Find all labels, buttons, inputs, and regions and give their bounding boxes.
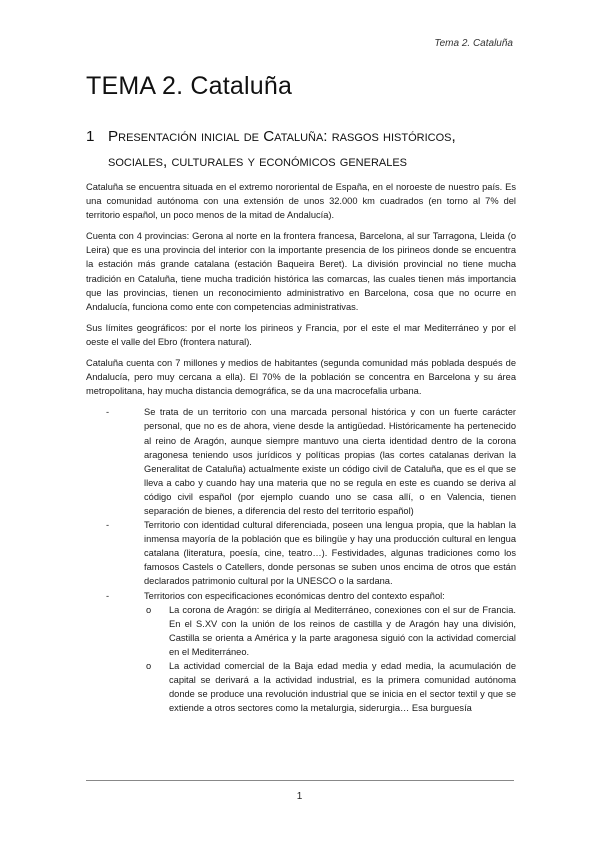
sub-bullet-text: La corona de Aragón: se dirigía al Mediterráneo, conexiones con el sur de Francia. En el S.XV con la unión de los reinos de castilla y de Aragón hay una división, Castilla se orienta a América y la parte aragonesa siguió con la actividad comercial en el Mediterráneo. [169, 604, 516, 657]
section-heading [86, 124, 516, 174]
sub-bullet-item [144, 659, 516, 715]
circle-marker: o [146, 661, 152, 671]
bullet-item [86, 589, 516, 716]
paragraph: Sus límites geográficos: por el norte los pirineos y Francia, por el este el mar Mediterráneo y por el oeste el valle del Ebro (frontera natural). [86, 322, 516, 347]
bullet-item [86, 405, 516, 518]
bullet-text: Territorios con especificaciones económicas dentro del contexto español: [144, 590, 445, 601]
bullet-text: Territorio con identidad cultural diferenciada, poseen una lengua propia, que la hablan la inmensa mayoría de la población que es bilingüe y hay una producción cultural en lengua catalana (literatura, poesía, cine, teatro…). Festividades, algunas tradiciones como los famosos Castels o Catellers, donde personas se suben unos encima de otros que están declarados patrimonio cultural por la UNESCO o la sardana. [144, 520, 516, 587]
circle-marker: o [146, 604, 152, 615]
section-title-line-2: sociales, culturales y económicos generales [108, 153, 408, 170]
section-title-line-1: Presentación inicial de Cataluña: rasgos históricos, [108, 128, 456, 145]
section-number: 1 [86, 128, 95, 145]
footer-divider [86, 780, 514, 781]
running-header: Tema 2. Cataluña [434, 38, 513, 49]
dash-marker: - [106, 590, 110, 601]
sub-bullet-list [144, 603, 516, 716]
sub-bullet-text: La actividad comercial de la Baja edad media y edad media, la acumulación de capital se derivará a la actividad industrial, es la primera comunidad autónoma donde se produce una revolución industrial que se inicia en el sector textil y que se extiende a otros sectores como la metalurgia, siderurgia… Esa burguesía [169, 661, 516, 714]
document-title: TEMA 2. Cataluña [86, 72, 293, 100]
dash-marker: - [106, 407, 110, 418]
sub-bullet-item [144, 603, 516, 659]
dash-marker: - [106, 520, 110, 531]
paragraph: Cataluña se encuentra situada en el extremo nororiental de España, en el noroeste de nuestro país. Es una comunidad autónoma con una extensión de unos 32.000 km cuadrados (en torno al 7% del territorio español, un poco menos de la mitad de Andalucía). [86, 182, 516, 221]
paragraph: Cataluña cuenta con 7 millones y medios de habitantes (segunda comunidad más poblada después de Andalucía, pero muy cercana a ella). El 70% de la población se concentra en Barcelona y su área metropolitana, hay mucha distancia demográfica, se da una macrocefalia urbana. [86, 358, 516, 397]
bullet-list [86, 405, 516, 715]
bullet-item [86, 518, 516, 588]
page-number: 1 [296, 791, 303, 802]
paragraph: Cuenta con 4 provincias: Gerona al norte en la frontera francesa, Barcelona, al sur Tarragona, Lleida (o Leira) que es una provincia del interior con la importante presencia de los pirineos donde se encuentra la estación más grande catalana (estación Baqueira Beret). La división provincial no tiene mucha tradición en Cataluña, tiene mucha tradición histórica las comarcas, las cuales tienen más importancia que las provincias, tienen un reconocimiento administrativo en Barcelona, cosa que no ocurre en Andalucía, funciona como ente con competencias administrativas. [86, 231, 516, 312]
bullet-text: Se trata de un territorio con una marcada personal histórica y con un fuerte carácter personal, que no es de ahora, viene desde la antigüedad. Históricamente ha pertenecido al reino de Aragón, aunque siempre mantuvo una cierta identidad dentro de la corona aragonesa teniendo usos jurídicos y políticas propias (las cortes catalanas derivan la Generalitat de Cataluña) actualmente existe un código civil de Cataluña, que es el que se lleva a cabo y cuando hay una materia que no se regula en este es cuando se deriva al código civil español (por ejemplo cuando uno se casa allí, o en Valencia, tienen separación de bienes, a diferencia del resto del territorio español) [144, 407, 516, 516]
document-body [86, 180, 516, 715]
